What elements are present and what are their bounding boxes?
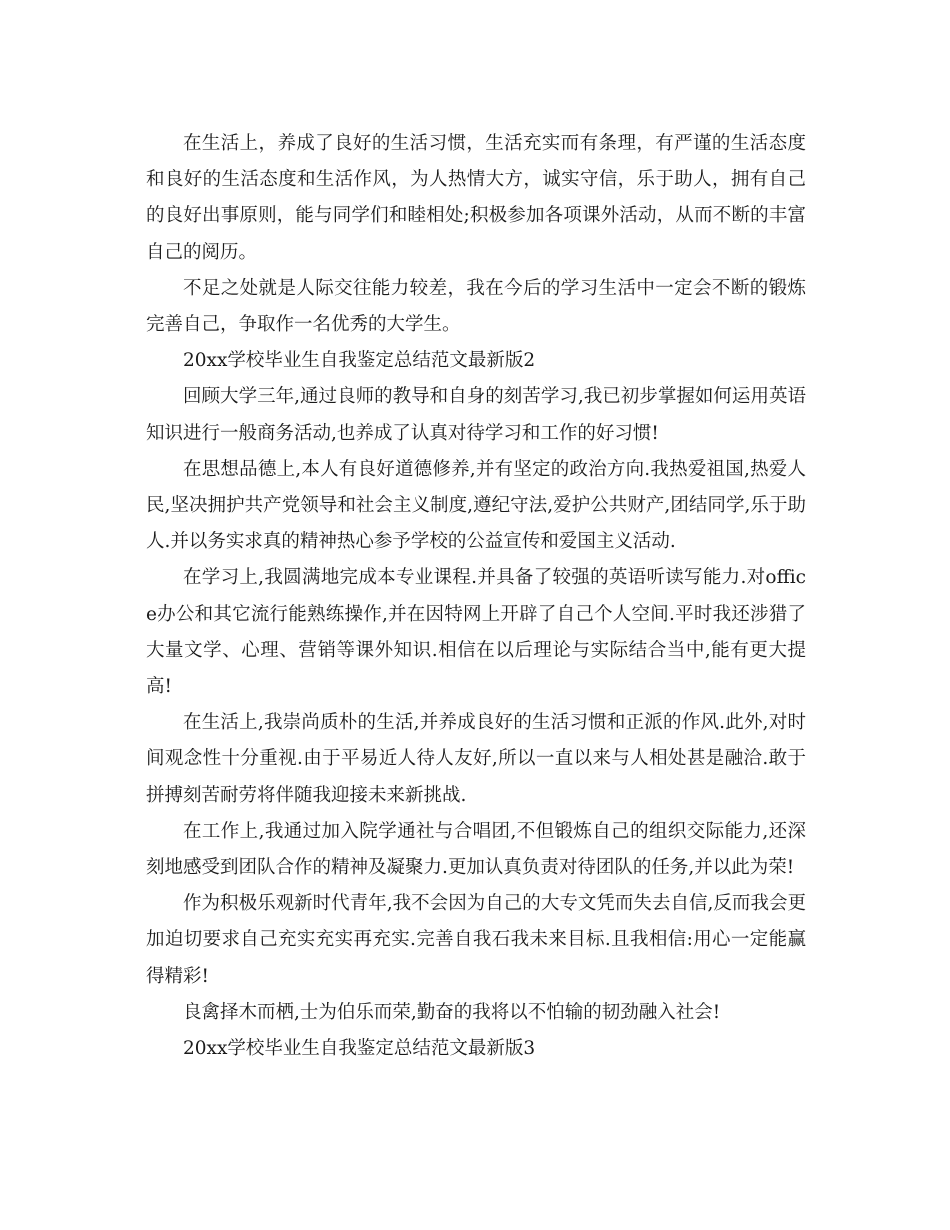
paragraph-shortcomings: 不足之处就是人际交往能力较差，我在今后的学习生活中一定会不断的锻炼完善自己，争取作一名优秀的大学生。 [146, 277, 806, 336]
section-heading-2: 20xx学校毕业生自我鉴定总结范文最新版2 [183, 350, 536, 372]
paragraph-study: 在学习上,我圆满地完成本专业课程.并具备了较强的英语听读写能力.对office办公和其它流行能熟练操作,并在因特网上开辟了自己个人空间.平时我还涉猎了大量文学、心理、营销等课外知识.相信在以后理论与实际结合当中,能有更大提高! [146, 567, 806, 698]
paragraph-review: 回顾大学三年,通过良师的教导和自身的刻苦学习,我已初步掌握如何运用英语知识进行一般商务活动,也养成了认真对待学习和工作的好习惯! [146, 386, 806, 444]
paragraph-work: 在工作上,我通过加入院学通社与合唱团,不但锻炼自己的组织交际能力,还深刻地感受到团队合作的精神及凝聚力.更加认真负责对待团队的任务,并以此为荣! [146, 820, 806, 879]
paragraph-morality: 在思想品德上,本人有良好道德修养,并有坚定的政治方向.我热爱祖国,热爱人民,坚决拥护共产党领导和社会主义制度,遵纪守法,爱护公共财产,团结同学,乐于助人.并以务实求真的精神热心参予学校的公益宣传和爱国主义活动. [146, 458, 806, 553]
paragraph-life: 在生活上,我崇尚质朴的生活,并养成良好的生活习惯和正派的作风.此外,对时间观念性十分重视.由于平易近人待人友好,所以一直以来与人相处甚是融洽.敢于拼搏刻苦耐劳将伴随我迎接未来新挑战. [146, 712, 806, 806]
document-body [146, 126, 806, 1067]
section-heading-3: 20xx学校毕业生自我鉴定总结范文最新版3 [183, 1038, 536, 1060]
paragraph-youth: 作为积极乐观新时代青年,我不会因为自己的大专文凭而失去自信,反而我会更加迫切要求自己充实充实再充实.完善自我石我未来目标.且我相信:用心一定能赢得精彩! [146, 893, 806, 987]
paragraph-motto: 良禽择木而栖,士为伯乐而荣,勤奋的我将以不怕输的韧劲融入社会! [183, 1001, 721, 1023]
paragraph-life-habits: 在生活上，养成了良好的生活习惯，生活充实而有条理，有严谨的生活态度和良好的生活态度和生活作风，为人热情大方，诚实守信，乐于助人，拥有自己的良好出事原则，能与同学们和睦相处;积极参加各项课外活动，从而不断的丰富自己的阅历。 [146, 133, 806, 263]
